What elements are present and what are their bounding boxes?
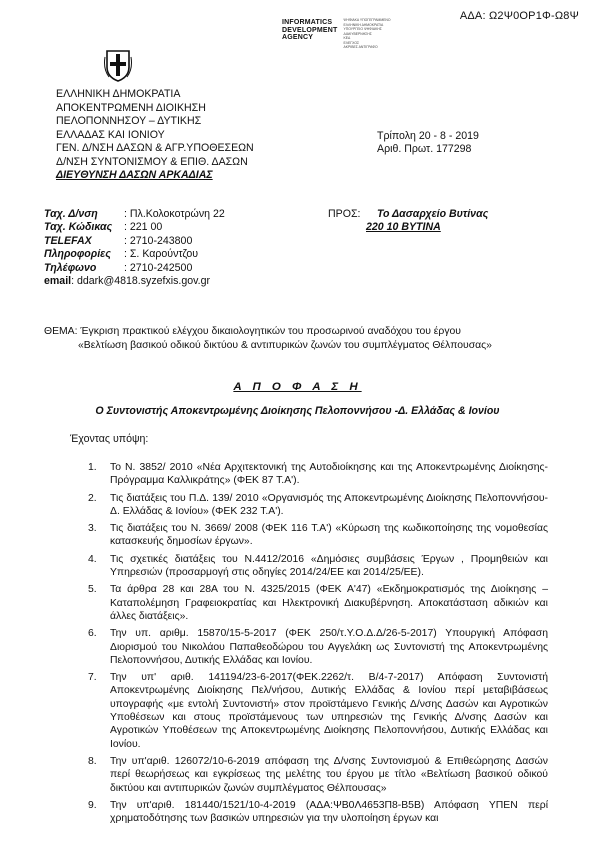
recipient-address: 220 10 ΒΥΤΙΝΑ xyxy=(366,221,441,234)
item-text: Την υπ'αριθ. 126072/10-6-2019 απόφαση της Δ/νσης Συντονισμού & Επιθεώρησης Δασών περί θεωρήσεως και εγκρίσεως της μελέτης του έργου με τίτλο «Βελτίωση βασικού οδικού δικτύου και αντιπυρικών ζωνών συμπλέγματος Θέλπουσας» xyxy=(110,755,548,794)
contact-row xyxy=(44,248,225,261)
agency-word-3: AGENCY xyxy=(282,34,314,41)
signature-line: ΕΛΛΗΝΙΚΗ ΔΗΜΟΚΡΑΤΙΑ xyxy=(343,22,384,27)
list-item xyxy=(88,492,548,519)
list-item xyxy=(88,671,548,751)
item-text: Τα άρθρα 28 και 28Α του Ν. 4325/2015 (ΦΕΚ Α'47) «Εκδημοκρατισμός της Διοίκησης –Καταπολέμηση Γραφειοκρατίας και Ηλεκτρονική Διακυβέρνηση. Αποκατάσταση αδικιών και άλλες διατάξεις». xyxy=(110,584,548,622)
subject-block xyxy=(44,325,564,352)
header-line: ΓΕΝ. Δ/ΝΣΗ ΔΑΣΩΝ & ΑΓΡ.ΥΠΟΘΕΣΕΩΝ xyxy=(56,142,254,154)
contact-value: : 2710-243800 xyxy=(124,234,193,247)
agency-word-2: DEVELOPMENT xyxy=(282,26,338,34)
header-line: ΕΛΛΗΝΙΚΗ ΔΗΜΟΚΡΑΤΙΑ xyxy=(56,88,181,100)
item-number: 4. xyxy=(88,553,97,565)
contact-label: Τηλέφωνο xyxy=(44,261,97,274)
contact-label: Ταχ. Δ/νση xyxy=(44,208,98,220)
item-number: 6. xyxy=(88,628,97,640)
item-number: 2. xyxy=(88,492,97,504)
item-number: 8. xyxy=(88,755,97,767)
list-item xyxy=(88,461,548,488)
contact-row xyxy=(44,235,225,248)
digital-signature-stamp xyxy=(282,19,391,50)
signature-details xyxy=(343,18,390,50)
recipient-label: ΠΡΟΣ: xyxy=(328,208,361,220)
signature-line: ΚΕΔ xyxy=(343,36,351,40)
contact-value: : Σ. Καρούντζου xyxy=(124,248,199,261)
email-label: email xyxy=(44,275,72,288)
recipient-block xyxy=(328,208,488,235)
having-seen: Έχοντας υπόψη: xyxy=(70,433,149,445)
item-text: Την υπ' αριθ. 141194/23-6-2017(ΦΕΚ.2262/τ. Β/4-7-2017) Απόφαση Συντονιστή Αποκεντρωμένης Διοίκησης Πελ/νήσου, Δυτικής Ελλάδας & Ιονίου περί μεταβιβάσεως υπογραφής «με εντολή Συντονιστή» στον προϊστάμενο Γενικής Δ/νσης Δασών και Αγροτικών Υποθέσεων και στους προϊστάμενους των υπηρεσιών της Γενικής Δ/νσης Δασών και Αγροτικών Υποθέσεων της Αποκεντρωμένης Διοίκησης Πελοποννήσου, Δυτικής Ελλάδας και Ιονίου. xyxy=(110,672,548,750)
item-number: 9. xyxy=(88,799,97,811)
decision-title: Α Π Ο Φ Α Σ Η xyxy=(233,381,362,393)
item-number: 7. xyxy=(88,672,97,684)
contact-block xyxy=(44,208,225,288)
recipient-name: Το Δασαρχείο Βυτίνας xyxy=(376,208,489,220)
coordinator-title: Ο Συντονιστής Αποκεντρωμένης Διοίκησης Πελοποννήσου -Δ. Ελλάδας & Ιονίου xyxy=(95,405,500,417)
signature-line: ΔΙΑΚΥΒΕΡΝΗΣΗΣ xyxy=(343,31,372,36)
item-text: Τις διατάξεις του Ν. 3669/ 2008 (ΦΕΚ 116 Τ.Α') «Κύρωση της κωδικοποίησης της νομοθεσίας κατασκευής δημοσίων έργων». xyxy=(110,523,548,548)
item-text: Την υπ'αριθ. 181440/1521/10-4-2019 (ΑΔΑ:ΨΒ0Λ4653Π8-Β5Β) Απόφαση ΥΠΕΝ περί χρηματοδότησης των βασικών υπηρεσιών για την υλοποίηση έργων και xyxy=(110,799,548,825)
header-line: Δ/ΝΣΗ ΣΥΝΤΟΝΙΣΜΟΥ & ΕΠΙΘ. ΔΑΣΩΝ xyxy=(56,155,248,168)
list-item xyxy=(88,522,548,549)
contact-value: : Πλ.Κολοκοτρώνη 22 xyxy=(124,208,225,220)
signature-line: ΑΚΡΙΒΕΣ ΑΝΤΙΓΡΑΦΟ xyxy=(343,45,378,49)
contact-label: Πληροφορίες xyxy=(44,248,111,261)
contact-row xyxy=(44,208,225,221)
directorate-title: ΔΙΕΥΘΥΝΣΗ ΔΑΣΩΝ ΑΡΚΑΔΙΑΣ xyxy=(56,169,213,181)
header-line: ΠΕΛΟΠΟΝΝΗΣΟΥ – ΔΥΤΙΚΗΣ xyxy=(56,115,202,127)
list-item xyxy=(88,755,548,795)
contact-row xyxy=(44,221,225,234)
contact-value: : 221 00 xyxy=(124,221,163,234)
subject-line-1: ΘΕΜΑ: Έγκριση πρακτικού ελέγχου δικαιολογητικών του προσωρινού αναδόχου του έργου xyxy=(44,326,461,337)
considerations-list xyxy=(88,461,548,829)
item-text: Τις διατάξεις του Π.Δ. 139/ 2010 «Οργανισμός της Αποκεντρωμένης Διοίκησης Πελοποννήσου-Δ. Ελλάδας & Ιονίου» (ΦΕΚ 232 Τ.Α'). xyxy=(110,492,548,517)
agency-word-1: INFORMATICS xyxy=(282,19,333,26)
contact-label: Ταχ. Κώδικας xyxy=(44,221,113,234)
place-date: Τρίπολη 20 - 8 - 2019 xyxy=(377,130,479,142)
item-number: 5. xyxy=(88,584,97,596)
list-item xyxy=(88,583,548,623)
signature-line: ΨΗΦΙΑΚΑ ΥΠΟΓΕΓΡΑΜΜΕΝΟ xyxy=(343,18,391,22)
email-row xyxy=(44,275,225,288)
item-text: Την υπ. αριθμ. 15870/15-5-2017 (ΦΕΚ 250/τ.Υ.Ο.Δ.Δ/26-5-2017) Υπουργική Απόφαση Διορισμού του Νικολάου Παπαθεοδώρου του Αγγελάκη ως Συντονιστή της Αποκεντρωμένης Πελοποννήσου, Δυτικής Ελλάδας και Ιονίου. xyxy=(110,628,548,666)
header-line: ΑΠΟΚΕΝΤΡΩΜΕΝΗ ΔΙΟΙΚΗΣΗ xyxy=(56,101,206,114)
hellenic-republic-emblem-icon xyxy=(103,47,133,83)
list-item xyxy=(88,627,548,667)
subject-line-2: «Βελτίωση βασικού οδικού δικτύου & αντιπυρικών ζωνών του συμπλέγματος Θέλπουσας» xyxy=(78,339,492,351)
list-item xyxy=(88,553,548,580)
ada-code: ΑΔΑ: Ω2Ψ0ΟΡ1Φ-Ω8Ψ xyxy=(459,10,579,22)
list-item xyxy=(88,799,548,826)
signature-line: ΥΠΟΥΡΓΕΙΟ ΨΗΦΙΑΚΗΣ xyxy=(343,27,382,31)
header-line: ΕΛΛΑΔΑΣ ΚΑΙ ΙΟΝΙΟΥ xyxy=(56,128,165,141)
item-text: Το Ν. 3852/ 2010 «Νέα Αρχιτεκτονική της Αυτοδιοίκησης και της Αποκεντρωμένης Διοίκησης- Πρόγραμμα Καλλικράτης» (ΦΕΚ 87 Τ.Α'). xyxy=(110,462,548,487)
agency-words xyxy=(282,19,337,50)
signature-line: ΕΛΕΓΧΟΣ xyxy=(343,40,360,45)
issuer-header xyxy=(56,88,254,183)
contact-value: : 2710-242500 xyxy=(124,261,193,274)
item-text: Τις σχετικές διατάξεις του Ν.4412/2016 «Δημόσιες συμβάσεις Έργων , Προμηθειών και Υπηρεσιών (προσαρμογή στις οδηγίες 2014/24/ΕΕ και 2014/25/ΕΕ). xyxy=(110,553,548,579)
contact-row xyxy=(44,262,225,275)
email-value[interactable]: : ddark@4818.syzefxis.gov.gr xyxy=(71,275,211,288)
item-number: 3. xyxy=(88,523,97,535)
protocol-number: Αριθ. Πρωτ. 177298 xyxy=(377,143,472,155)
contact-label: TELEFAX xyxy=(44,234,92,247)
item-number: 1. xyxy=(88,462,97,473)
